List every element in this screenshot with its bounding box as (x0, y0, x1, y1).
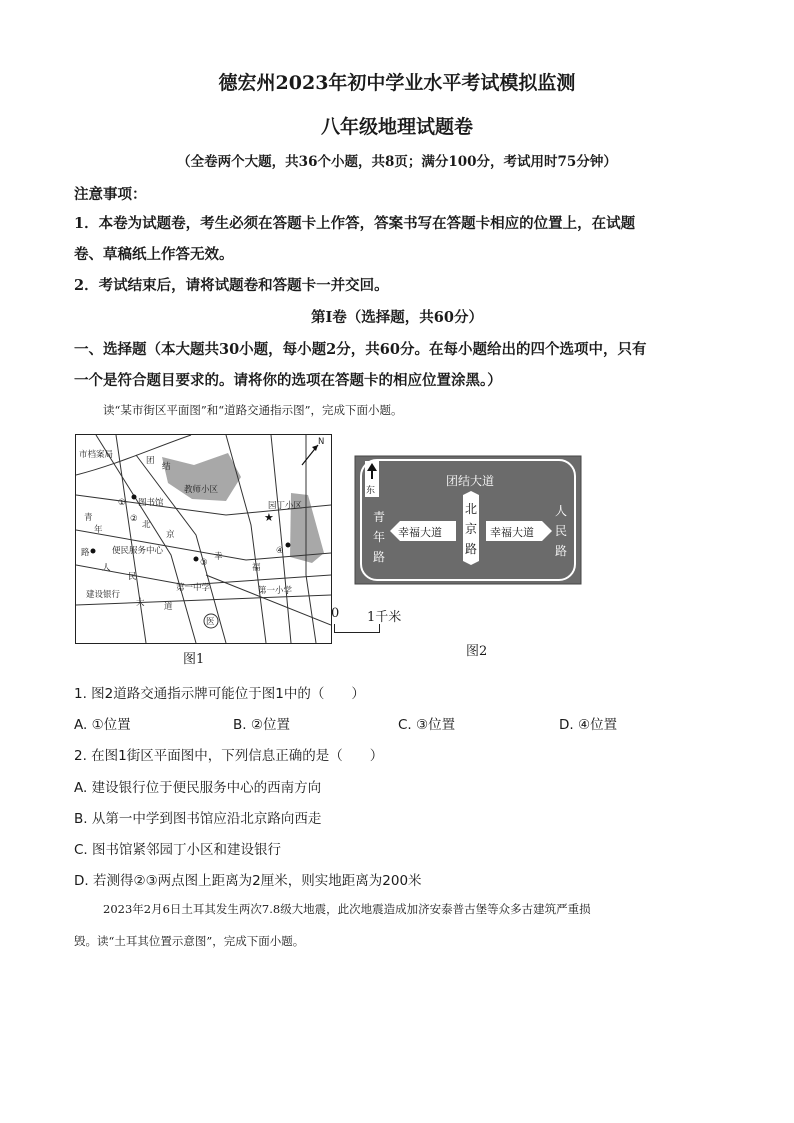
map-label-archive: 市档案局 (79, 450, 114, 460)
position-marker-4-dot (286, 543, 291, 548)
map-road-char-min: 民 (128, 572, 137, 582)
figure2-caption: 图2 (466, 644, 488, 659)
position-marker-1: ① (118, 498, 126, 508)
map-label-hospital: 医 (206, 617, 215, 627)
sign-left-arrow: 幸福大道 (398, 526, 442, 539)
question-1-option-c: C. ③位置 (398, 717, 456, 733)
street-map-svg (76, 435, 331, 643)
passage-line2: 毁。读“土耳其位置示意图”，完成下面小题。 (74, 934, 305, 948)
map-road-char-qing: 青 (84, 513, 93, 523)
question-1-option-a: A. ①位置 (74, 717, 131, 733)
sign-left-road: 青年路 (372, 510, 386, 564)
notice-item1-line1: 1．本卷为试题卷，考生必须在答题卡上作答，答案书写在答题卡相应的位置上，在试题 (74, 215, 636, 232)
map-road-char-da: 大 (136, 598, 145, 608)
question-2-option-b: B. 从第一中学到图书馆应沿北京路向西走 (74, 811, 322, 827)
scale-zero: 0 (331, 606, 340, 621)
exam-title: 德宏州2023年初中学业水平考试模拟监测 (218, 72, 576, 94)
reading-intro: 读“某市街区平面图”和“道路交通指示图”，完成下面小题。 (103, 403, 403, 417)
map-label-gardener: 园丁小区 (268, 501, 303, 511)
question-1-stem: 1. 图2道路交通指示牌可能位于图1中的（ ） (74, 686, 365, 702)
position-marker-3-dot (194, 557, 199, 562)
map-label-teacher: 教师小区 (184, 485, 219, 495)
sign-top-road: 团结大道 (446, 474, 495, 488)
figure2-road-sign (354, 455, 582, 585)
map-label-library: 图书馆 (138, 498, 164, 508)
exam-note: （全卷两个大题，共36个小题，共8页；满分100分，考试用时75分钟） (177, 154, 617, 170)
question-1-option-d: D. ④位置 (559, 717, 618, 733)
sign-right-arrow: 幸福大道 (490, 526, 534, 539)
compass-label: 东 (366, 486, 376, 496)
map-road-char-jie: 结 (162, 462, 171, 472)
figure1-street-map (75, 434, 332, 644)
position-marker-2: ② (130, 514, 138, 524)
question-2-option-c: C. 图书馆紧邻园丁小区和建设银行 (74, 842, 282, 858)
section-instruction-line2: 一个是符合题目要求的。请将你的选项在答题卡的相应位置涂黑。） (74, 372, 502, 389)
map-label-bank: 建设银行 (86, 590, 121, 600)
notice-heading: 注意事项： (74, 186, 147, 203)
road-sign-svg (354, 455, 582, 585)
map-label-service: 便民服务中心 (112, 546, 164, 556)
map-road-char-ren: 人 (102, 563, 111, 573)
question-2-option-d: D. 若测得②③两点图上距离为2厘米，则实地距离为200米 (74, 873, 422, 889)
position-marker-1-dot (132, 495, 137, 500)
map-label-school1: 第一中学 (176, 583, 211, 593)
question-2-option-a: A. 建设银行位于便民服务中心的西南方向 (74, 780, 322, 796)
service-center-dot (91, 549, 96, 554)
section-instruction-line1: 一、选择题（本大题共30小题，每小题2分，共60分。在每小题给出的四个选项中，只有 (74, 341, 647, 358)
scale-bar (334, 624, 380, 633)
question-1-option-b: B. ②位置 (233, 717, 290, 733)
figure1-caption: 图1 (183, 652, 205, 667)
map-road-char-tuan: 团 (146, 456, 155, 466)
map-road-char-jing: 京 (166, 530, 175, 540)
map-road-char-nian: 年 (94, 525, 103, 535)
notice-item2: 2．考试结束后，请将试题卷和答题卡一并交回。 (74, 277, 389, 294)
sign-center-road: 北京路 (464, 502, 478, 556)
passage-line1: 2023年2月6日土耳其发生两次7.8级大地震，此次地震造成加济安泰普古堡等众多古建筑严重损 (103, 902, 591, 916)
position-marker-4: ④ (276, 546, 284, 556)
notice-item1-line2: 卷、草稿纸上作答无效。 (74, 246, 234, 263)
map-road-char-lu1: 路 (81, 548, 90, 558)
exam-subtitle: 八年级地理试题卷 (320, 116, 473, 138)
question-2-stem: 2. 在图1街区平面图中，下列信息正确的是（ ） (74, 748, 384, 764)
star-marker-icon: ★ (264, 511, 274, 524)
sign-right-road: 人民路 (554, 504, 568, 558)
scale-label: 1千米 (367, 610, 402, 625)
part1-heading: 第Ⅰ卷（选择题，共60分） (311, 309, 483, 326)
map-road-char-xing: 幸 (214, 552, 223, 562)
map-road-char-fu: 福 (252, 563, 261, 573)
map-road-char-bei: 北 (142, 520, 151, 530)
map-label-school2: 第一小学 (258, 586, 293, 596)
north-label: N (318, 437, 325, 447)
position-marker-3: ③ (200, 558, 208, 568)
map-road-char-dao: 道 (164, 602, 173, 612)
